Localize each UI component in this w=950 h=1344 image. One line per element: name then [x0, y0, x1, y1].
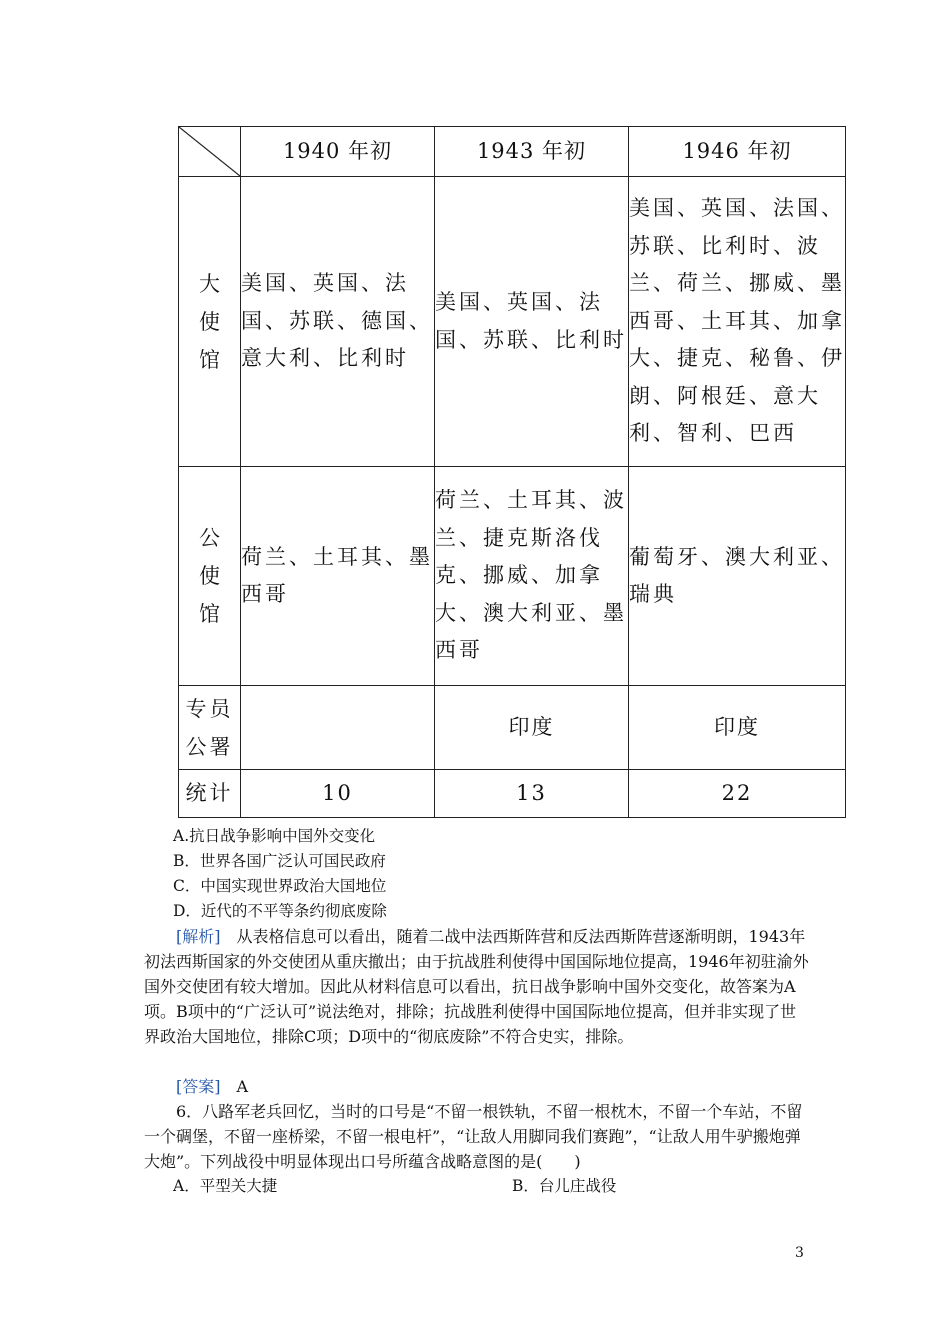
option-d: D．近代的不平等条约彻底废除 [173, 902, 387, 920]
answer-tag: [答案] [176, 1077, 221, 1096]
question-6-option-b: B．台儿庄战役 [512, 1177, 617, 1195]
commissioner-1940 [241, 686, 435, 770]
legation-1943: 荷兰、土耳其、波兰、捷克斯洛伐克、挪威、加拿大、澳大利亚、墨西哥 [435, 467, 629, 686]
analysis-text: 从表格信息可以看出，随着二战中法西斯阵营和反法西斯阵营逐渐明朗，1943年初法西斯国家的外交使团从重庆撤出；由于抗战胜利使得中国国际地位提高，1946年初驻渝外国外交使团有较大增加。因此从材料信息可以看出，抗日战争影响中国外交变化，故答案为A项。B项中的“广泛认可”说法绝对，排除；抗战胜利使得中国国际地位提高，但并非实现了世界政治大国地位，排除C项；D项中的“彻底废除”不符合史实，排除。 [144, 927, 809, 1046]
total-1946: 22 [629, 770, 846, 818]
analysis-tag: [解析] [176, 927, 221, 946]
question-6-option-a: A．平型关大捷 [173, 1177, 278, 1195]
option-b: B．世界各国广泛认可国民政府 [173, 852, 386, 870]
embassy-1946: 美国、英国、法国、苏联、比利时、波兰、荷兰、挪威、墨西哥、土耳其、加拿大、捷克、秘鲁、伊朗、阿根廷、意大利、智利、巴西 [629, 177, 846, 467]
embassy-1940: 美国、英国、法国、苏联、德国、意大利、比利时 [241, 177, 435, 467]
header-1946: 1946 年初 [629, 127, 846, 177]
diagonal-corner-cell [179, 127, 241, 177]
row-label-total: 统计 [179, 770, 241, 818]
commissioner-1943: 印度 [435, 686, 629, 770]
table-row-legation [179, 467, 846, 686]
table-row-total [179, 770, 846, 818]
diagonal-line [179, 127, 240, 176]
row-label-commissioner: 专员 公署 [179, 686, 241, 770]
header-1943: 1943 年初 [435, 127, 629, 177]
row-label-legation: 公 使 馆 [179, 467, 241, 686]
table-row-embassy [179, 177, 846, 467]
analysis-paragraph [144, 924, 812, 1049]
total-1943: 13 [435, 770, 629, 818]
commissioner-1946: 印度 [629, 686, 846, 770]
table-header-row [179, 127, 846, 177]
table-row-commissioner [179, 686, 846, 770]
answer-value: A [220, 1077, 249, 1096]
embassy-1943: 美国、英国、法国、苏联、比利时 [435, 177, 629, 467]
answer-line [144, 1074, 812, 1099]
page-number: 3 [795, 1245, 804, 1261]
header-1940: 1940 年初 [241, 127, 435, 177]
legation-1946: 葡萄牙、澳大利亚、瑞典 [629, 467, 846, 686]
legation-1940: 荷兰、土耳其、墨西哥 [241, 467, 435, 686]
total-1940: 10 [241, 770, 435, 818]
question-6: 6．八路军老兵回忆，当时的口号是“不留一根铁轨，不留一根枕木，不留一个车站，不留一个碉堡，不留一座桥梁，不留一根电杆”，“让敌人用脚同我们赛跑”，“让敌人用牛驴搬炮弹大炮”。下列战役中明显体现出口号所蕴含战略意图的是( ) [144, 1102, 803, 1171]
row-label-embassy: 大 使 馆 [179, 177, 241, 467]
diplomatic-missions-table [178, 126, 846, 818]
option-c: C．中国实现世界政治大国地位 [173, 877, 387, 895]
option-a: A.抗日战争影响中国外交变化 [173, 827, 376, 845]
